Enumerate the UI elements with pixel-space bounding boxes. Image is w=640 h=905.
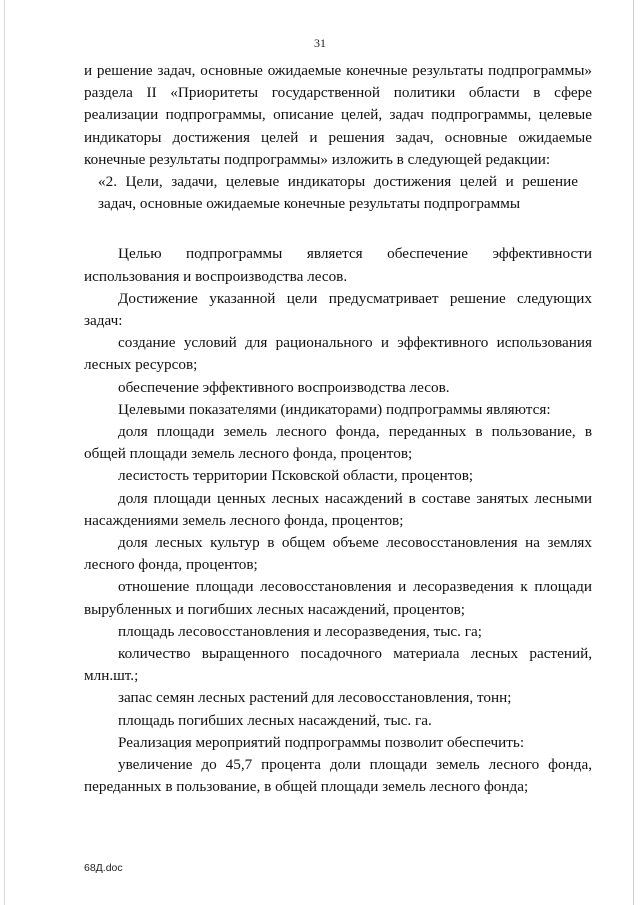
indicator-item: доля лесных культур в общем объеме лесовосстановления на землях лесного фонда, процентов; [84, 534, 592, 574]
indicator-item: количество выращенного посадочного материала лесных растений, млн.шт.; [84, 645, 592, 685]
task-item: создание условий для рационального и эффективного использования лесных ресурсов; [84, 334, 592, 374]
indicator-item: лесистость территории Псковской области, процентов; [118, 467, 474, 485]
footer-filename: 68Д.doc [84, 862, 123, 874]
paragraph-results-intro: Реализация мероприятий подпрограммы позволит обеспечить: [118, 733, 525, 751]
task-item: обеспечение эффективного воспроизводства лесов. [118, 378, 450, 396]
indicator-item: площадь погибших лесных насаждений, тыс. га. [118, 711, 432, 729]
result-item: увеличение до 45,7 процента доли площади земель лесного фонда, переданных в пользование, в общей площади земель лесного фонда; [84, 756, 592, 796]
indicator-item: доля площади ценных лесных насаждений в составе занятых лесными насаждениями земель лесного фонда, процентов; [84, 489, 592, 529]
paragraph-tasks-intro: Достижение указанной цели предусматривает решение следующих задач: [84, 289, 592, 330]
document-body [84, 60, 592, 799]
paragraph-intro: и решение задач, основные ожидаемые конечные результаты подпрограммы» раздела II «Приоритеты государственной политики области в сфере реализации подпрограммы, описание целей, задач подпрограммы, целевые индикаторы достижения целей и решения задач, основные ожидаемые конечные результаты подпрограммы» изложить в следующей редакции: [84, 62, 592, 168]
indicator-item: доля площади земель лесного фонда, переданных в пользование, в общей площади земель лесного фонда, процентов; [84, 423, 592, 463]
paragraph-indicators-intro: Целевыми показателями (индикаторами) подпрограммы являются: [118, 400, 551, 418]
indicator-item: отношение площади лесовосстановления и лесоразведения к площади вырубленных и погибших лесных насаждений, процентов; [84, 578, 592, 618]
page-number: 31 [314, 36, 326, 50]
section-heading: «2. Цели, задачи, целевые индикаторы достижения целей и решение задач, основные ожидаемые конечные результаты подпрограммы [98, 173, 578, 213]
indicator-item: площадь лесовосстановления и лесоразведения, тыс. га; [118, 622, 482, 640]
scan-edge-right [633, 0, 634, 905]
paragraph-goal: Целью подпрограммы является обеспечение эффективности использования и воспроизводства лесов. [84, 245, 592, 285]
scan-edge-left [4, 0, 5, 905]
indicator-item: запас семян лесных растений для лесовосстановления, тонн; [118, 689, 512, 707]
